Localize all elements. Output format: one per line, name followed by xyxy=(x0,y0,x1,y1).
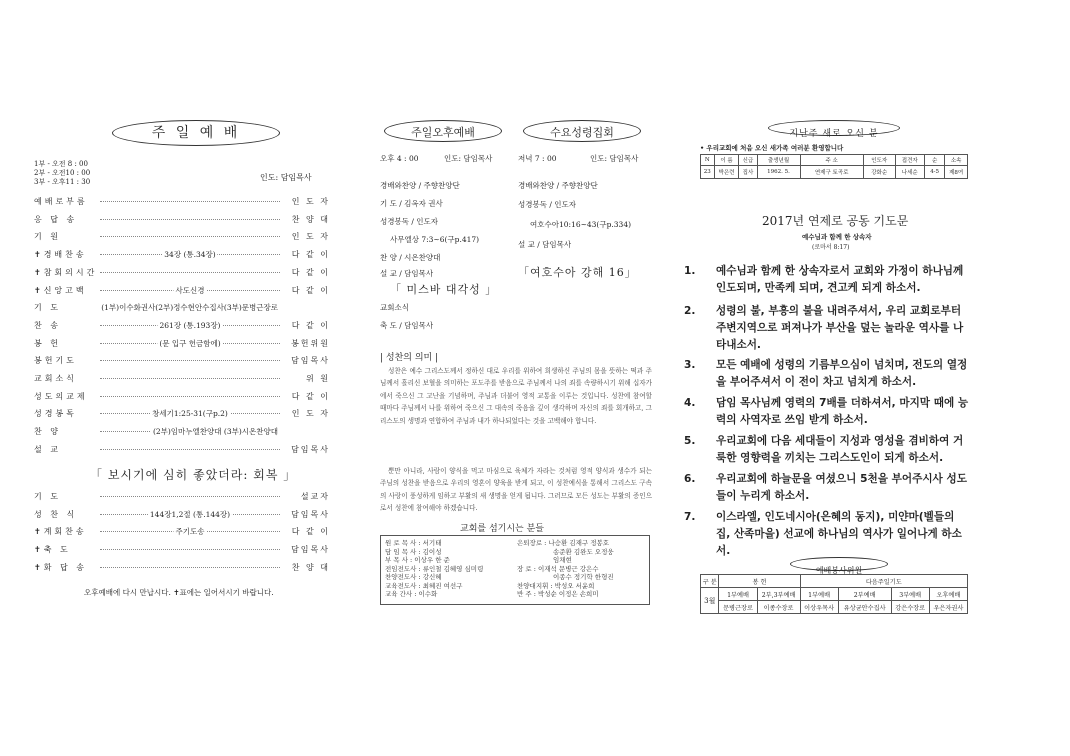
order-item xyxy=(34,523,330,540)
order-item-person: 설교자 xyxy=(300,492,330,501)
pm-line-1: 기 도 / 김옥자 권사 xyxy=(380,199,443,208)
order-item xyxy=(34,488,330,505)
pm-line-4: 찬 양 / 시온찬양대 xyxy=(380,253,441,262)
pm-time: 오후 4 : 00 xyxy=(380,154,419,163)
dotted-leader xyxy=(100,509,280,519)
dotted-leader xyxy=(100,219,280,220)
order-item-person: 인 도 자 xyxy=(291,409,330,419)
newcomer-header-cell: 출생년월 xyxy=(757,155,800,166)
order-item xyxy=(34,405,330,422)
dotted-leader xyxy=(100,427,280,437)
prayer-number: 6. xyxy=(684,473,696,485)
prayer-number: 7. xyxy=(684,511,696,523)
staff-left-1: 담 임 목 사 : 김이성 xyxy=(385,547,442,556)
order-item-person: 봉헌위원 xyxy=(291,338,330,348)
service-sub-1: 2부,3부예배 xyxy=(757,588,800,601)
order-item-label: 성도의교제 xyxy=(34,391,88,401)
pm-line-2: 성경봉독 / 인도자 xyxy=(380,217,439,226)
pm-line-5: 설 교 / 담임목사 xyxy=(380,269,434,278)
prayer-text: 우리교회에 하늘문을 여셨으니 5천을 부어주시사 성도들이 누리게 하소서. xyxy=(716,473,967,502)
newcomer-header-cell: 주 소 xyxy=(800,155,863,166)
order-item-detail: (1부)이수화권사(2부)정수현안수집사(3부)문병근장로 xyxy=(101,303,278,313)
dotted-leader xyxy=(100,236,280,237)
essay-title: | 성찬의 의미 | xyxy=(380,353,439,363)
newcomer-header-cell: 접견자 xyxy=(895,155,924,166)
service-title: 예배봉사위원 xyxy=(815,566,863,575)
dotted-leader xyxy=(100,201,280,202)
newcomer-cell: 연제구 토곡로 xyxy=(800,166,863,179)
newcomer-header-cell: N xyxy=(701,155,715,166)
newcomer-note: • 우리교회에 처음 오신 새가족 여러분 환영합니다 xyxy=(700,144,844,152)
order-item-detail: 144장1,2절 (통.144장) xyxy=(149,509,231,519)
dotted-leader xyxy=(100,549,280,550)
staff-right-2: 임채현 xyxy=(553,556,572,564)
order-item xyxy=(34,246,330,263)
dotted-leader xyxy=(100,250,280,260)
service-month: 3월 xyxy=(701,588,719,614)
order-item-label: ✝축 도 xyxy=(34,545,71,555)
order-item-person: 인 도 자 xyxy=(291,197,330,206)
prayer-number: 1. xyxy=(684,265,696,277)
newcomer-title-box xyxy=(768,120,900,139)
staff-left-table xyxy=(383,539,485,599)
dotted-leader xyxy=(100,303,280,313)
staff-right-6: 반 주 : 박성순 이정은 손희미 xyxy=(517,590,599,598)
order-item xyxy=(34,228,330,245)
order-item xyxy=(34,559,330,576)
service-head-1: 봉 헌 xyxy=(719,575,800,588)
staff-left-0: 원 로 목 사 : 서기태 xyxy=(385,539,442,547)
staff-right-4: 이종수 정기학 한형진 xyxy=(553,573,614,581)
wed-line-1: 성경봉독 / 인도자 xyxy=(518,200,577,209)
service-sub-5: 오후예배 xyxy=(929,588,967,601)
service-head-2: 다음주일기도 xyxy=(800,575,967,588)
staff-left-2: 부 목 사 : 이상우 한 준 xyxy=(385,556,450,564)
essay-paragraph-2: 뿐만 아니라, 사람이 양식을 먹고 마심으로 육체가 자라는 것처럼 영적 양식과 생수가 되는 주님의 성찬을 받음으로 우리의 영혼이 양육을 받게 되고, 이 성찬예식을 통해서 그리스도 구속의 사랑이 풍성하게 임하고 부활의 새 생명을 얻게 됩니다. 그러므로 모든 성도는 부활의 증인으로서 성찬에 참여해야 하겠습니다. xyxy=(380,467,652,513)
order-item xyxy=(34,388,330,405)
order-item xyxy=(34,299,330,316)
order-item-label: 응 답 송 xyxy=(34,214,78,224)
staff-left-3: 전임전도사 : 류인철 김혜영 심미령 xyxy=(385,564,484,573)
order-item-person: 위 원 xyxy=(306,374,330,383)
order-item xyxy=(34,352,330,369)
order-item-person: 담임목사 xyxy=(291,444,330,454)
newcomer-cell: 집사 xyxy=(739,166,757,179)
order-item-label: ✝신앙고백 xyxy=(34,285,87,295)
order-of-worship xyxy=(34,193,330,463)
service-sub-0: 1부예배 xyxy=(719,588,757,601)
order-item xyxy=(34,282,330,299)
prayer-item xyxy=(684,303,970,354)
dotted-leader xyxy=(100,285,280,295)
newcomer-header-cell: 순 xyxy=(924,155,944,166)
service-cell-5: 우은자권사 xyxy=(929,601,967,614)
order-item-person: 다 같 이 xyxy=(291,527,330,537)
prayer-ref: (로마서 8:17) xyxy=(812,244,850,251)
wed-title: 수요성령집회 xyxy=(550,126,614,139)
order-of-worship-2 xyxy=(34,488,330,578)
order-item-person: 찬 양 대 xyxy=(291,214,330,224)
prayer-text: 성령의 불, 부흥의 불을 내려주셔서, 우리 교회로부터 주변지역으로 퍼져나가 부산을 덮는 놀라운 역사를 나타내소서. xyxy=(716,305,964,351)
prayer-text: 담임 목사님께 영력의 7배를 더하셔서, 마지막 때에 능력의 사역자로 쓰임 받게 하소서. xyxy=(716,397,969,426)
service-cell-3: 유상균안수집사 xyxy=(838,601,891,614)
service-table xyxy=(700,574,968,614)
order-item-person: 찬 양 대 xyxy=(291,562,330,572)
sermon-title: 「 보시기에 심히 좋았더라: 회복 」 xyxy=(90,468,297,482)
service-head-0: 구 분 xyxy=(701,575,719,588)
order-item-detail: 34장 (통.34장) xyxy=(164,250,216,260)
order-item xyxy=(34,211,330,228)
order-item-detail: (문 입구 헌금함에) xyxy=(159,338,221,348)
staff-box xyxy=(380,535,650,605)
order-item-label: 봉헌기도 xyxy=(34,356,77,366)
service-sub-3: 2부예배 xyxy=(838,588,891,601)
wed-sermon: 「여호수아 강해 16」 xyxy=(518,266,637,279)
order-item-label: 찬 송 xyxy=(34,320,61,330)
service-cell-1: 이종수장로 xyxy=(757,601,800,614)
newcomer-cell: 23 xyxy=(701,166,715,179)
dotted-leader xyxy=(100,496,280,497)
order-item-label: ✝화 답 송 xyxy=(34,562,87,572)
main-worship-title: 주 일 예 배 xyxy=(151,125,241,141)
pm-title: 주일오후예배 xyxy=(411,126,475,139)
prayer-item xyxy=(684,509,970,560)
dotted-leader xyxy=(100,567,280,568)
staff-title: 교회를 섬기시는 분들 xyxy=(460,524,544,534)
order-item-label: ✝계회찬송 xyxy=(34,527,87,537)
order-item-label: ✝참회의시간 xyxy=(34,267,98,277)
order-item-person: 담임목사 xyxy=(291,509,330,519)
prayer-text: 예수님과 함께 한 상속자로서 교회와 가정이 하나님께 인도되며, 만족케 되며, 견고케 되게 하소서. xyxy=(716,265,964,294)
pm-title-box xyxy=(384,120,502,142)
dotted-leader xyxy=(100,527,280,537)
order-item-person: 다 같 이 xyxy=(291,285,330,295)
prayer-item xyxy=(684,395,970,429)
prayer-number: 4. xyxy=(684,397,696,409)
order-item xyxy=(34,193,330,210)
prayer-number: 2. xyxy=(684,305,696,317)
dotted-leader xyxy=(100,360,280,361)
wed-line-0: 경배와찬양 / 주향찬양단 xyxy=(518,181,598,190)
footer-note: 오후예배에 다시 만납시다. ✝표에는 일어서시기 바랍니다. xyxy=(84,588,274,597)
prayer-text: 우리교회에 다음 세대들이 지성과 영성을 겸비하여 거룩한 영향력을 끼치는 그리스도인이 되게 하소서. xyxy=(716,435,964,464)
order-item-label: ✝경배찬송 xyxy=(34,250,87,260)
staff-left-6: 교육 간사 : 이수화 xyxy=(385,590,438,598)
staff-right-table xyxy=(515,539,616,599)
prayer-item xyxy=(684,433,970,467)
time-1: 1부 - 오전 8 : 00 xyxy=(34,160,88,168)
leader: 인도: 담임목사 xyxy=(260,173,312,182)
newcomer-cell: 박은련 xyxy=(714,166,739,179)
pm-leader: 인도: 담임목사 xyxy=(444,154,493,163)
order-item-label: 기 원 xyxy=(34,232,61,242)
dotted-leader xyxy=(100,338,280,348)
service-title-box xyxy=(790,557,888,575)
order-item xyxy=(34,423,330,440)
order-item-label: 기 도 xyxy=(34,303,61,313)
order-item-person: 인 도 자 xyxy=(291,232,330,242)
order-item-label: 설 교 xyxy=(34,444,61,454)
order-item-detail: 주기도송 xyxy=(175,527,205,537)
staff-left-4: 찬양전도사 : 강신혜 xyxy=(385,573,442,581)
dotted-leader xyxy=(100,320,280,330)
dotted-leader xyxy=(100,378,280,379)
main-worship-title-box xyxy=(112,120,280,146)
newcomer-cell: 나세순 xyxy=(895,166,924,179)
prayer-number: 5. xyxy=(684,435,696,447)
newcomer-cell: 제8여 xyxy=(945,166,968,179)
prayer-item xyxy=(684,263,970,297)
staff-left-5: 교육전도사 : 최혜진 여선구 xyxy=(385,581,463,590)
wed-line-2: 여호수아10:16~43(구p.334) xyxy=(530,220,632,229)
dotted-leader xyxy=(100,449,280,450)
order-item-detail: 261장 (통.193장) xyxy=(159,320,221,330)
order-item xyxy=(34,441,330,458)
dotted-leader xyxy=(100,272,280,273)
order-item xyxy=(34,264,330,281)
service-sub-4: 3부예배 xyxy=(891,588,929,601)
dotted-leader xyxy=(100,409,280,419)
order-item-label: 성 찬 식 xyxy=(34,509,78,519)
order-item xyxy=(34,370,330,387)
order-item xyxy=(34,506,330,523)
wed-time: 저녁 7 : 00 xyxy=(518,154,557,163)
prayer-number: 3. xyxy=(684,359,696,371)
order-item-detail: 사도신경 xyxy=(175,285,205,295)
newcomer-header-cell: 신급 xyxy=(739,155,757,166)
order-item-person: 다 같 이 xyxy=(291,267,330,277)
wed-title-box xyxy=(523,120,641,142)
order-item-label: 성경봉독 xyxy=(34,409,77,419)
wed-leader: 인도: 담임목사 xyxy=(590,154,639,163)
prayer-text: 모든 예배에 성령의 기름부으심이 넘치며, 전도의 열정을 부어주셔서 이 전이 차고 넘치게 하소서. xyxy=(716,359,968,388)
newcomer-header-cell: 소속 xyxy=(945,155,968,166)
order-item-person: 담임목사 xyxy=(291,545,330,555)
essay-paragraph-1: 성찬은 예수 그리스도께서 정하신 대로 우리를 위하여 희생하신 주님의 몸을 뜻하는 떡과 주님께서 흘리신 보혈을 의미하는 포도주를 받음으로 주님께서 나의 죄를 속량하시기 위해 십자가에서 죽으신 그 고난을 기념하며, 주님과 더불어 영적 교통을 이루는 것입니다. 성찬에 참여할 때마다 주님께서 나를 위하여 죽으신 그 대속의 죽음을 깊이 생각하며 자신의 죄를 회개하고, 그리스도의 생명과 연합하여 주님과 내가 하나되었다는 것을 고백해야 합니다. xyxy=(380,367,652,425)
service-cell-0: 문병근장로 xyxy=(719,601,757,614)
order-item-label: 찬 양 xyxy=(34,427,61,437)
service-times xyxy=(34,160,90,187)
pm-line-3: 사무엘상 7:3~6(구p.417) xyxy=(390,235,480,244)
order-item-label: 봉 헌 xyxy=(34,338,61,348)
time-3: 3부 - 오후11 : 30 xyxy=(34,178,91,186)
order-item xyxy=(34,541,330,558)
prayer-item xyxy=(684,357,970,391)
order-item-person: 담임목사 xyxy=(291,356,330,366)
pm-sermon: 「 미스바 대각성 」 xyxy=(390,283,498,296)
pm-line-0: 경배와찬양 / 주향찬양단 xyxy=(380,181,460,190)
newcomer-header-cell: 이 름 xyxy=(714,155,739,166)
order-item xyxy=(34,317,330,334)
prayer-subtitle: 예수님과 함께 한 상속자 xyxy=(802,233,872,241)
pm-line2-1: 축 도 / 담임목사 xyxy=(380,321,434,330)
staff-right-1: 송준환 김완도 오정웅 xyxy=(553,547,614,556)
service-sub-2: 1부예배 xyxy=(800,588,838,601)
newcomer-cell: 1962. 5. xyxy=(757,166,800,179)
order-item xyxy=(34,335,330,352)
staff-right-0: 은퇴장로 : 나승환 김재구 정봉호 xyxy=(517,539,610,547)
order-item-label: 예배로부름 xyxy=(34,197,88,206)
time-2: 2부 - 오전10 : 00 xyxy=(34,169,91,177)
pm-line2-0: 교회소식 xyxy=(380,303,409,312)
service-cell-4: 강은수장로 xyxy=(891,601,929,614)
newcomer-title: 지난주 새로 오신 분 xyxy=(789,129,879,139)
newcomer-cell: 4-5 xyxy=(924,166,944,179)
newcomer-table xyxy=(700,154,968,179)
order-item-detail: (2부)임마누엘찬양대 (3부)시온찬양대 xyxy=(152,427,278,437)
order-item-label: 기 도 xyxy=(34,492,61,501)
order-item-detail: 창세기1:25-31(구p.2) xyxy=(152,409,228,419)
prayer-text: 이스라엘, 인도네시아(은혜의 동지), 미얀마(벨들의 집, 산족마을) 선교에 하나님의 역사가 일어나게 하소서. xyxy=(716,511,962,557)
service-cell-2: 이상우목사 xyxy=(800,601,838,614)
order-item-person: 다 같 이 xyxy=(291,391,330,401)
staff-right-5: 찬양대지휘 : 박성오 서윤희 xyxy=(517,581,595,590)
newcomer-header-cell: 인도자 xyxy=(863,155,895,166)
order-item-label: 교회소식 xyxy=(34,374,77,383)
prayer-item xyxy=(684,471,970,505)
staff-right-3: 장 로 : 이재석 문병근 강은수 xyxy=(517,564,599,573)
newcomer-cell: 강화순 xyxy=(863,166,895,179)
order-item-person: 다 같 이 xyxy=(291,320,330,330)
order-item-person: 다 같 이 xyxy=(291,250,330,260)
wed-line-3: 설 교 / 담임목사 xyxy=(518,240,572,249)
dotted-leader xyxy=(100,396,280,397)
prayer-title: 2017년 연제로 공동 기도문 xyxy=(762,214,909,228)
